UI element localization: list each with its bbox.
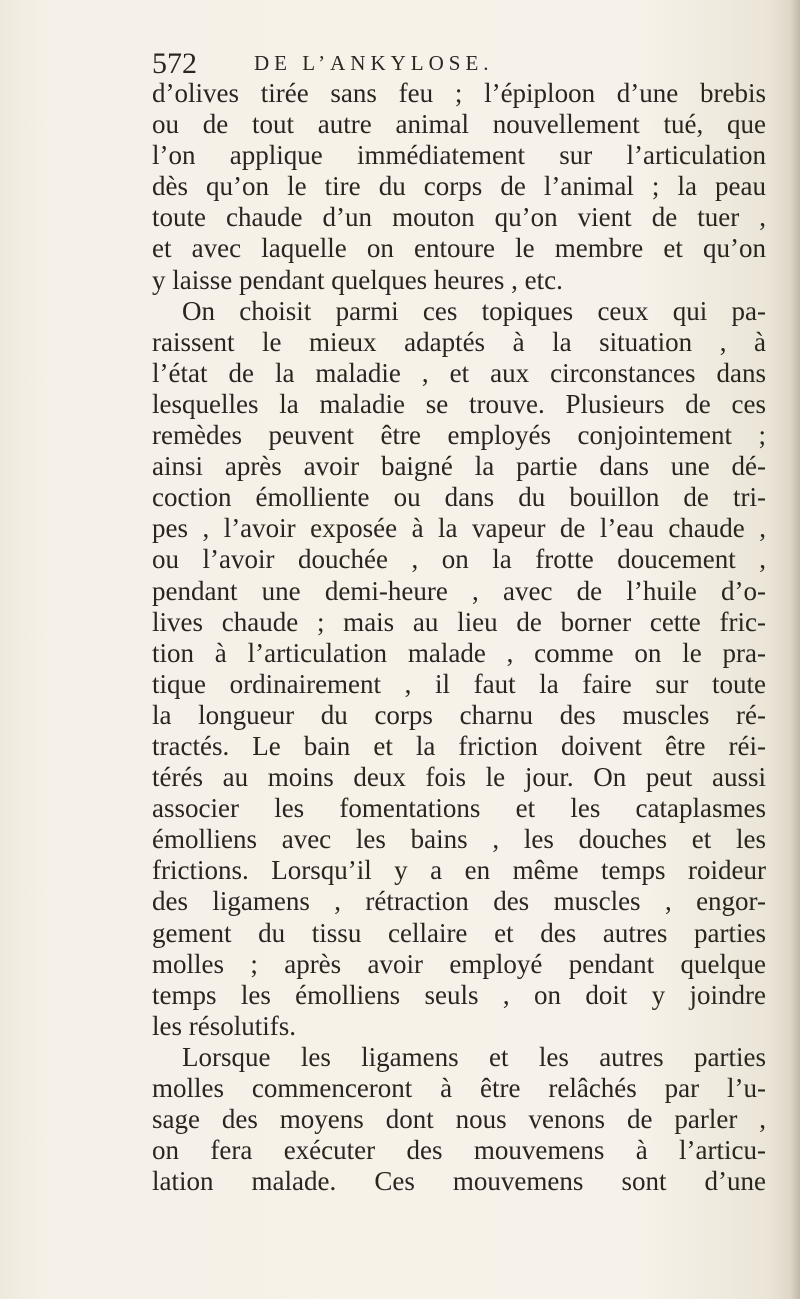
text-line: les résolutifs. [152,1010,296,1041]
text-line: coction émolliente ou dans du bouillon de tri- [152,482,766,513]
text-line: on fera exécuter des mouvemens à l’articu- [152,1135,766,1166]
text-line: y laisse pendant quelques heures , etc. [152,264,563,295]
text-line: Lorsque les ligamens et les autres parties [182,1041,766,1072]
text-line: temps les émolliens seuls , on doit y joindre [152,979,766,1010]
text-line: remèdes peuvent être employés conjointement ; [152,420,766,451]
text-line: ou l’avoir douchée , on la frotte doucement , [152,544,766,575]
page-number: 572 [152,47,197,80]
text-line: des ligamens , rétraction des muscles , engor- [152,886,766,917]
text-line: toute chaude d’un mouton qu’on vient de tuer , [152,202,766,233]
text-line: lives chaude ; mais au lieu de borner cette fric- [152,606,766,637]
text-line: ainsi après avoir baigné la partie dans une dé- [152,451,766,482]
text-line: l’état de la maladie , et aux circonstances dans [152,357,766,388]
text-line: émolliens avec les bains , les douches et les [152,824,766,855]
text-line: tique ordinairement , il faut la faire sur toute [152,668,766,699]
text-line: lesquelles la maladie se trouve. Plusieurs de ces [152,388,766,419]
running-head: DE L’ANKYLOSE. [254,51,494,75]
text-line: pes , l’avoir exposée à la vapeur de l’eau chaude , [152,513,766,544]
text-line: et avec laquelle on entoure le membre et qu’on [152,233,766,264]
text-line: térés au moins deux fois le jour. On peut aussi [152,762,766,793]
text-line: l’on applique immédiatement sur l’articulation [152,140,766,171]
text-line: pendant une demi-heure , avec de l’huile d’o- [152,575,766,606]
text-line: tion à l’articulation malade , comme on le pra- [152,637,766,668]
text-line: molles commenceront à être relâchés par l’u- [152,1073,766,1103]
text-line: associer les fomentations et les cataplasmes [152,793,766,824]
text-line: lation malade. Ces mouvemens sont d’une [152,1166,766,1197]
page-edge-shadow [790,0,800,1299]
text-line: ou de tout autre animal nouvellement tué, que [152,109,766,140]
text-line: frictions. Lorsqu’il y a en même temps roideur [152,855,766,886]
text-line: d’olives tirée sans feu ; l’épiploon d’une brebis [152,78,766,108]
body-text [152,78,788,1197]
text-line: raissent le mieux adaptés à la situation , à [152,326,766,357]
text-line: la longueur du corps charnu des muscles ré- [152,699,766,730]
text-line: sage des moyens dont nous venons de parler , [152,1104,766,1135]
text-line: molles ; après avoir employé pendant quelque [152,948,766,979]
text-line: On choisit parmi ces topiques ceux qui pa- [182,295,766,326]
text-line: gement du tissu cellaire et des autres parties [152,917,766,948]
text-line: tractés. Le bain et la friction doivent être réi- [152,730,766,761]
text-line: dès qu’on le tire du corps de l’animal ; la peau [152,171,766,202]
